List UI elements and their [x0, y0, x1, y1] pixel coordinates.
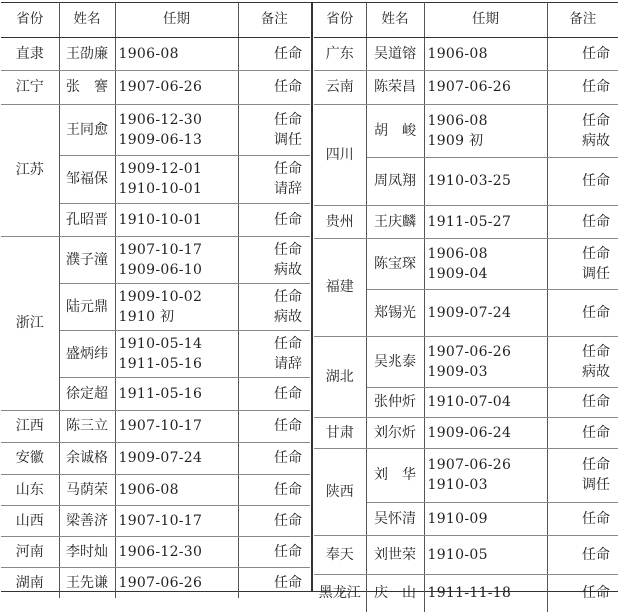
- note-text: 任命: [582, 424, 610, 441]
- term-cell: [115, 567, 238, 598]
- term-cell: [424, 289, 547, 336]
- term-cell: [424, 37, 547, 70]
- name-cell: 徐定超: [59, 377, 115, 410]
- note-text: 任命: [274, 543, 302, 560]
- note-cell: [547, 37, 618, 70]
- table-row: [1, 567, 310, 598]
- table-row: [1, 474, 310, 505]
- term-cell: [115, 283, 238, 330]
- note-cell: [238, 377, 310, 410]
- note-text: 任命: [274, 211, 302, 228]
- term-cell: [115, 442, 238, 474]
- term-date: 1909-10-02: [118, 288, 203, 305]
- note-text: 任命: [582, 304, 610, 321]
- note-text: 任命: [274, 335, 302, 352]
- province-cell: 山东: [1, 474, 59, 505]
- name-cell: 王庆麟: [366, 205, 424, 238]
- term-cell: [115, 104, 238, 155]
- table-row: [314, 535, 618, 574]
- term-cell: [424, 104, 547, 157]
- term-cell: [424, 574, 547, 612]
- header-note: 备注: [238, 2, 310, 37]
- note-cell: [547, 387, 618, 417]
- header-term: 任期: [424, 2, 547, 37]
- term-date: 1906-08: [427, 112, 488, 129]
- table-row: [314, 238, 618, 289]
- name-cell: 刘世荣: [366, 535, 424, 574]
- term-cell: [115, 536, 238, 567]
- note-cell: [238, 505, 310, 536]
- note-text: 任命: [582, 546, 610, 563]
- note-text: 请辞: [274, 181, 302, 197]
- province-cell: 湖北: [314, 336, 366, 417]
- table-row: [314, 336, 618, 387]
- province-cell: 河南: [1, 536, 59, 567]
- note-cell: [547, 502, 618, 535]
- name-cell: 周凤翔: [366, 157, 424, 205]
- table-row: [1, 70, 310, 104]
- table-row: [1, 410, 310, 442]
- note-text: 任命: [582, 457, 610, 473]
- note-cell: [238, 70, 310, 104]
- term-date: 1910-05-14: [118, 335, 203, 352]
- term-date: 1909-06-24: [427, 424, 512, 441]
- note-text: 任命: [274, 241, 302, 258]
- note-cell: [238, 410, 310, 442]
- term-date: 1909-07-24: [427, 304, 512, 321]
- term-cell: [115, 37, 238, 70]
- term-date: 1907-06-26: [427, 343, 512, 360]
- table-row: [1, 536, 310, 567]
- note-cell: [238, 567, 310, 598]
- province-cell: 湖南: [1, 567, 59, 598]
- term-date: 1909-06-10: [118, 261, 203, 278]
- note-text: 任命: [274, 418, 302, 434]
- note-text: 任命: [582, 112, 610, 129]
- name-cell: 邹福保: [59, 155, 115, 203]
- term-date: 1909-07-24: [118, 450, 203, 466]
- officials-table: [1, 2, 618, 602]
- term-date: 1909 初: [427, 132, 484, 149]
- name-cell: 王劭廉: [59, 37, 115, 70]
- note-text: 任命: [274, 385, 302, 402]
- province-cell: 广东: [314, 37, 366, 70]
- term-date: 1906-08: [118, 45, 179, 62]
- note-cell: [238, 330, 310, 377]
- note-text: 病故: [274, 308, 302, 325]
- term-date: 1907-06-26: [118, 79, 203, 95]
- province-cell: 四川: [314, 104, 366, 205]
- term-date: 1907-10-17: [118, 241, 203, 258]
- note-cell: [238, 536, 310, 567]
- right-header-row: [314, 2, 618, 37]
- name-cell: 盛炳纬: [59, 330, 115, 377]
- note-text: 任命: [274, 481, 302, 498]
- note-text: 任命: [274, 79, 302, 95]
- note-cell: [547, 417, 618, 448]
- table-row: [1, 442, 310, 474]
- table-row: [1, 104, 310, 155]
- note-text: 任命: [274, 512, 302, 529]
- note-cell: [547, 238, 618, 289]
- term-cell: [115, 410, 238, 442]
- header-name: 姓名: [59, 2, 115, 37]
- term-cell: [115, 70, 238, 104]
- name-cell: 李时灿: [59, 536, 115, 567]
- province-cell: 黑龙江: [314, 574, 366, 612]
- table-row: [314, 448, 618, 502]
- term-cell: [115, 203, 238, 236]
- note-text: 任命: [582, 585, 610, 602]
- province-cell: 山西: [1, 505, 59, 536]
- term-date: 1911-05-27: [427, 213, 512, 230]
- province-cell: 陕西: [314, 448, 366, 535]
- term-date: 1910-09: [427, 510, 488, 527]
- name-cell: 吴道镕: [366, 37, 424, 70]
- name-cell: 陈荣昌: [366, 70, 424, 104]
- note-text: 任命: [582, 245, 610, 262]
- term-date: 1910-07-04: [427, 394, 512, 410]
- province-cell: 云南: [314, 70, 366, 104]
- table-row: [314, 37, 618, 70]
- note-cell: [238, 474, 310, 505]
- term-date: 1910-05: [427, 546, 488, 563]
- note-cell: [547, 448, 618, 502]
- left-header-row: [1, 2, 310, 37]
- left-table: [1, 2, 310, 598]
- term-date: 1909-03: [427, 363, 488, 380]
- header-province: 省份: [314, 2, 366, 37]
- note-cell: [238, 442, 310, 474]
- note-text: 任命: [274, 288, 302, 305]
- header-term: 任期: [115, 2, 238, 37]
- note-text: 病故: [582, 132, 610, 149]
- term-cell: [424, 238, 547, 289]
- term-cell: [424, 70, 547, 104]
- name-cell: 王同愈: [59, 104, 115, 155]
- term-date: 1906-08: [118, 481, 179, 498]
- note-cell: [238, 155, 310, 203]
- note-text: 任命: [582, 173, 610, 189]
- note-text: 病故: [274, 261, 302, 278]
- term-date: 1911-05-16: [118, 385, 203, 402]
- note-cell: [547, 70, 618, 104]
- term-date: 1907-06-26: [427, 457, 512, 473]
- term-date: 1910-10-01: [118, 211, 203, 228]
- term-cell: [424, 535, 547, 574]
- name-cell: 庆 山: [366, 574, 424, 612]
- note-text: 病故: [582, 363, 610, 380]
- name-cell: 陆元鼎: [59, 283, 115, 330]
- note-cell: [238, 203, 310, 236]
- note-text: 调任: [582, 477, 610, 493]
- name-cell: 陈三立: [59, 410, 115, 442]
- name-cell: 吴兆泰: [366, 336, 424, 387]
- term-date: 1906-12-30: [118, 543, 203, 560]
- term-cell: [115, 236, 238, 283]
- term-date: 1906-08: [427, 245, 488, 262]
- note-text: 任命: [274, 161, 302, 177]
- term-date: 1911-11-18: [427, 585, 512, 602]
- note-text: 调任: [582, 265, 610, 282]
- note-cell: [238, 37, 310, 70]
- term-date: 1909-06-13: [118, 131, 203, 148]
- term-cell: [115, 155, 238, 203]
- term-date: 1907-10-17: [118, 512, 203, 529]
- name-cell: 王先谦: [59, 567, 115, 598]
- term-cell: [424, 417, 547, 448]
- name-cell: 胡 峻: [366, 104, 424, 157]
- name-cell: 马荫荣: [59, 474, 115, 505]
- note-text: 任命: [582, 394, 610, 410]
- province-cell: 江西: [1, 410, 59, 442]
- term-cell: [115, 330, 238, 377]
- note-cell: [547, 104, 618, 157]
- term-cell: [424, 448, 547, 502]
- table-row: [314, 417, 618, 448]
- note-text: 任命: [582, 343, 610, 360]
- term-date: 1906-08: [427, 45, 488, 62]
- note-cell: [238, 236, 310, 283]
- term-date: 1907-06-26: [118, 574, 203, 591]
- term-cell: [424, 205, 547, 238]
- center-double-rule: [311, 2, 313, 592]
- note-cell: [238, 283, 310, 330]
- term-cell: [424, 336, 547, 387]
- province-cell: 贵州: [314, 205, 366, 238]
- term-date: 1910 初: [118, 308, 175, 325]
- table-row: [1, 505, 310, 536]
- note-text: 任命: [582, 510, 610, 527]
- header-province: 省份: [1, 2, 59, 37]
- right-table: [314, 2, 618, 612]
- table-row: [1, 37, 310, 70]
- header-note: 备注: [547, 2, 618, 37]
- note-text: 任命: [582, 213, 610, 230]
- name-cell: 陈宝琛: [366, 238, 424, 289]
- note-text: 任命: [274, 574, 302, 591]
- name-cell: 吴怀清: [366, 502, 424, 535]
- name-cell: 余诚格: [59, 442, 115, 474]
- name-cell: 郑锡光: [366, 289, 424, 336]
- table-row: [314, 104, 618, 157]
- note-text: 任命: [274, 111, 302, 128]
- province-cell: 浙江: [1, 236, 59, 410]
- note-cell: [238, 104, 310, 155]
- table-row: [314, 574, 618, 612]
- name-cell: 梁善济: [59, 505, 115, 536]
- note-cell: [547, 574, 618, 612]
- province-cell: 甘肃: [314, 417, 366, 448]
- note-cell: [547, 535, 618, 574]
- term-date: 1906-12-30: [118, 111, 203, 128]
- term-date: 1907-10-17: [118, 418, 203, 434]
- table-row: [314, 70, 618, 104]
- term-cell: [115, 377, 238, 410]
- province-cell: 江苏: [1, 104, 59, 236]
- term-date: 1910-03-25: [427, 173, 512, 189]
- note-text: 调任: [274, 131, 302, 148]
- name-cell: 孔昭晋: [59, 203, 115, 236]
- table-row: [1, 236, 310, 283]
- province-cell: 福建: [314, 238, 366, 336]
- term-cell: [115, 474, 238, 505]
- province-cell: 江宁: [1, 70, 59, 104]
- term-cell: [115, 505, 238, 536]
- note-cell: [547, 289, 618, 336]
- term-date: 1907-06-26: [427, 79, 512, 95]
- note-cell: [547, 205, 618, 238]
- term-date: 1911-05-16: [118, 355, 203, 372]
- province-cell: 安徽: [1, 442, 59, 474]
- header-name: 姓名: [366, 2, 424, 37]
- term-date: 1910-10-01: [118, 181, 203, 197]
- province-cell: 直隶: [1, 37, 59, 70]
- note-text: 任命: [582, 79, 610, 95]
- note-cell: [547, 336, 618, 387]
- note-text: 请辞: [274, 355, 302, 372]
- name-cell: 张 謇: [59, 70, 115, 104]
- table-row: [314, 205, 618, 238]
- note-text: 任命: [582, 45, 610, 62]
- term-date: 1909-12-01: [118, 161, 203, 177]
- name-cell: 刘 华: [366, 448, 424, 502]
- note-text: 任命: [274, 45, 302, 62]
- note-cell: [547, 157, 618, 205]
- name-cell: 张仲炘: [366, 387, 424, 417]
- note-text: 任命: [274, 450, 302, 466]
- province-cell: 奉天: [314, 535, 366, 574]
- name-cell: 刘尔炘: [366, 417, 424, 448]
- term-cell: [424, 387, 547, 417]
- term-date: 1910-03: [427, 477, 488, 493]
- name-cell: 濮子潼: [59, 236, 115, 283]
- term-cell: [424, 502, 547, 535]
- term-cell: [424, 157, 547, 205]
- term-date: 1909-04: [427, 265, 488, 282]
